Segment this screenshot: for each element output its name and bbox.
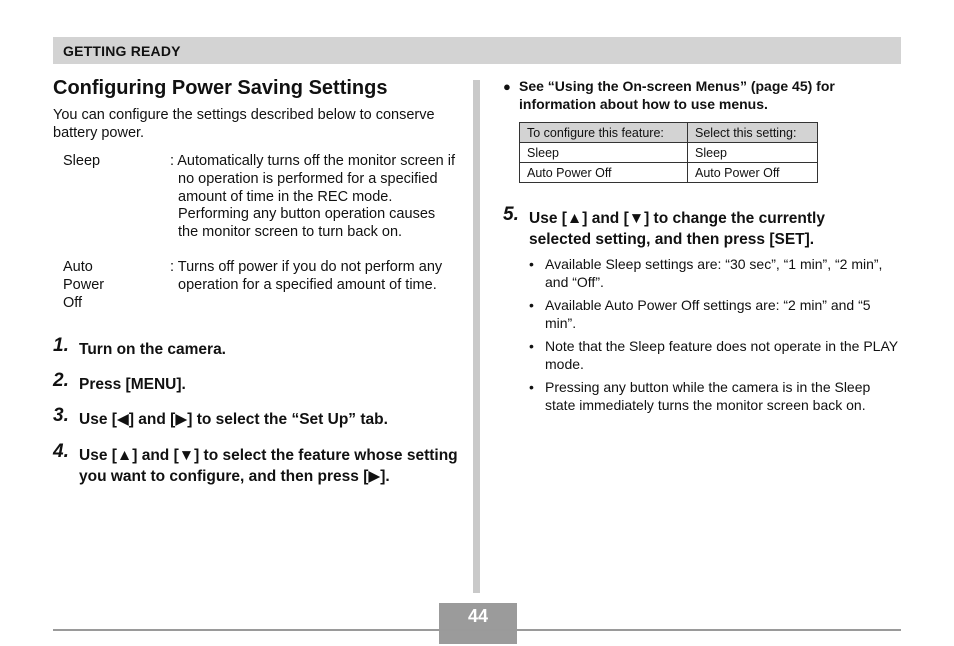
step-number: 4. (53, 441, 69, 462)
definition-text: : Automatically turns off the monitor screen if no operation is performed for a specified amount of time in the REC mode. Performing any button operation causes the monitor screen to turn back on. (170, 153, 456, 241)
step-text: Press [MENU]. (79, 376, 186, 393)
table-cell: Sleep (520, 143, 688, 163)
table-header-row (520, 123, 818, 143)
definition-term: Sleep (63, 153, 101, 169)
list-item-text: Available Sleep settings are: “30 sec”, “1 min”, “2 min”, and “Off”. (545, 256, 883, 290)
list-item (529, 337, 899, 373)
table-header-cell: Select this setting: (688, 123, 818, 143)
step-text: Use [▲] and [▼] to change the currently selected setting, and then press [SET]. (529, 210, 825, 248)
step-number: 2. (53, 370, 69, 391)
step-text: Use [◀] and [▶] to select the “Set Up” tab. (79, 411, 388, 428)
settings-table (519, 122, 818, 183)
step-number: 3. (53, 405, 69, 426)
list-item (529, 296, 899, 332)
step-text: Use [▲] and [▼] to select the feature whose setting you want to configure, and then press [▶]. (79, 447, 458, 485)
column-divider (473, 80, 480, 593)
table-row (520, 163, 818, 183)
table-cell: Auto Power Off (520, 163, 688, 183)
note-text: See “Using the On-screen Menus” (page 45) for information about how to use menus. (519, 78, 835, 112)
table-row (520, 143, 818, 163)
page-title: Configuring Power Saving Settings (53, 77, 388, 99)
section-header-bar (53, 37, 901, 64)
page-number: 44 (439, 603, 517, 629)
step-number: 1. (53, 335, 69, 356)
list-item-text: Pressing any button while the camera is in the Sleep state immediately turns the monitor screen back on. (545, 379, 871, 413)
settings-notes-list (529, 255, 899, 419)
table-header-cell: To configure this feature: (520, 123, 688, 143)
list-item (529, 378, 899, 414)
step-text: Turn on the camera. (79, 341, 226, 358)
bullet-icon: • (529, 379, 534, 395)
section-title: GETTING READY (63, 43, 181, 59)
bullet-icon: • (529, 338, 534, 354)
table-cell: Auto Power Off (688, 163, 818, 183)
list-item (529, 255, 899, 291)
definition-term: Auto Power Off (63, 259, 105, 311)
bullet-icon: ● (503, 79, 511, 94)
step-number: 5. (503, 204, 519, 225)
page-tab (439, 631, 517, 644)
bullet-icon: • (529, 297, 534, 313)
intro-paragraph: You can configure the settings described below to conserve battery power. (53, 107, 435, 141)
bullet-icon: • (529, 256, 534, 272)
definition-text: : Turns off power if you do not perform any operation for a specified amount of time. (170, 259, 443, 293)
list-item-text: Available Auto Power Off settings are: “2 min” and “5 min”. (545, 297, 871, 331)
list-item-text: Note that the Sleep feature does not operate in the PLAY mode. (545, 338, 898, 372)
table-cell: Sleep (688, 143, 818, 163)
